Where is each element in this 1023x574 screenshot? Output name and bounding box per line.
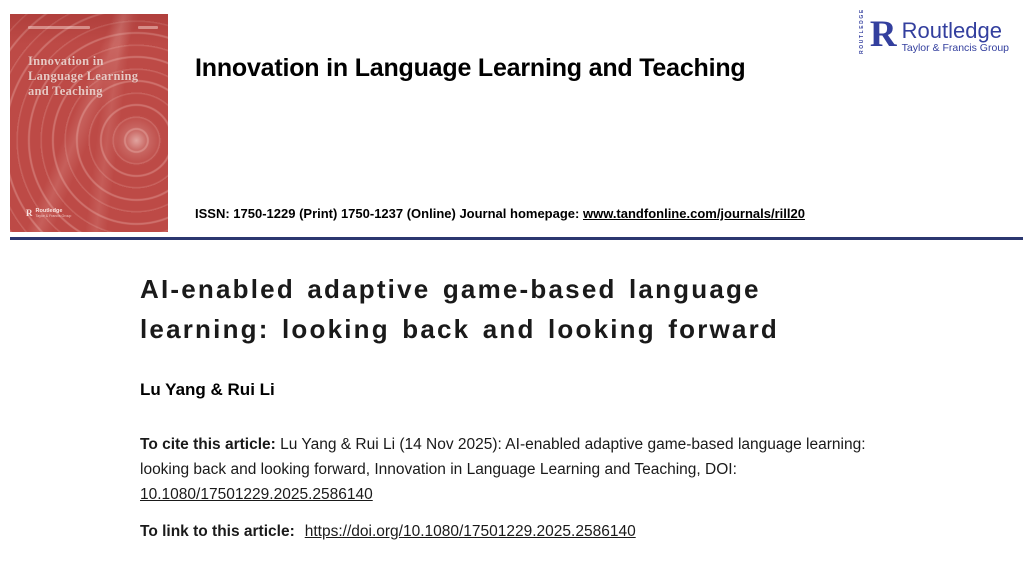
- cite-body: Lu Yang & Rui Li (14 Nov 2025): AI-enabled adaptive game-based language learning: looking back and looking forward, Innovation in Language Learning and Teaching, DOI:: [140, 436, 866, 478]
- journal-title: Innovation in Language Learning and Teaching: [195, 54, 746, 82]
- cover-title-line: Innovation in: [28, 54, 104, 68]
- article-doi-link[interactable]: https://doi.org/10.1080/17501229.2025.2586140: [304, 523, 636, 540]
- article-title: [140, 269, 915, 349]
- routledge-logo: [858, 8, 1009, 55]
- article-authors: Lu Yang & Rui Li: [140, 380, 275, 399]
- article-title-line: learning: looking back and looking forward: [140, 314, 780, 344]
- link-paragraph: [140, 519, 915, 544]
- logo-vertical-text: ROUTLEDGE: [858, 8, 865, 54]
- cover-title-line: Language Learning: [28, 69, 139, 83]
- routledge-r-icon-small: R: [26, 207, 33, 218]
- cite-doi-link[interactable]: 10.1080/17501229.2025.2586140: [140, 486, 373, 503]
- journal-homepage-link[interactable]: www.tandfonline.com/journals/rill20: [582, 206, 805, 221]
- article-header-block: [140, 269, 915, 544]
- issn-homepage-line: [195, 206, 805, 221]
- journal-cover-image: [10, 14, 168, 232]
- citation-paragraph: [140, 432, 895, 507]
- cover-issn-text-decor: [138, 26, 158, 29]
- cover-publisher-brand: Routledge: [35, 208, 63, 214]
- cover-publisher-group: Taylor & Francis Group: [35, 214, 72, 218]
- cover-journal-title: [28, 54, 138, 99]
- header-divider-rule: [10, 237, 1023, 240]
- link-label: To link to this article:: [140, 523, 295, 540]
- cover-title-line: and Teaching: [28, 84, 103, 98]
- article-title-line: AI-enabled adaptive game-based language: [140, 274, 761, 304]
- logo-group-text: Taylor & Francis Group: [901, 42, 1009, 54]
- cover-masthead: [28, 26, 158, 29]
- cover-volume-text-decor: [28, 26, 90, 29]
- routledge-r-icon: R: [869, 14, 897, 55]
- cover-publisher-logo: [26, 208, 71, 218]
- issn-text: ISSN: 1750-1229 (Print) 1750-1237 (Online) Journal homepage:: [195, 206, 583, 221]
- cite-label: To cite this article:: [140, 436, 276, 453]
- logo-brand-text: Routledge: [901, 18, 1002, 43]
